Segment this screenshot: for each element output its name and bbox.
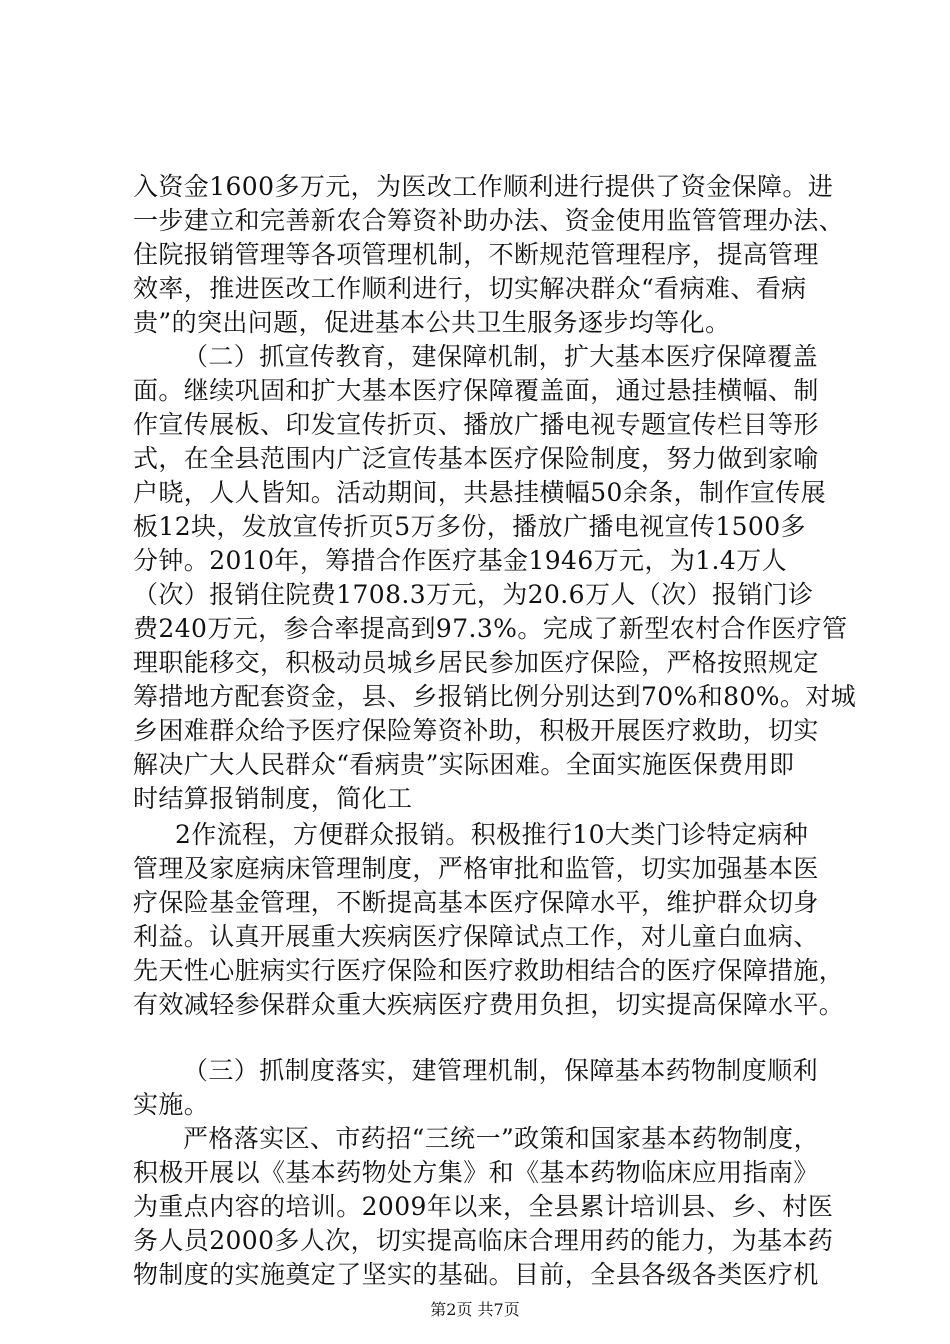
page-footer: 第2页 共7页 bbox=[430, 1300, 520, 1319]
text-line: 式，在全县范围内广泛宣传基本医疗保险制度，努力做到家喻 bbox=[133, 444, 819, 473]
text-line: 一步建立和完善新农合筹资补助办法、资金使用监管管理办法、 bbox=[133, 206, 845, 235]
section-heading-2: （二）抓宣传教育，建保障机制，扩大基本医疗保障覆盖 bbox=[183, 342, 819, 371]
text-line: 效率，推进医改工作顺利进行，切实解决群众“看病难、看病 bbox=[133, 274, 807, 303]
text-line: 贵”的突出问题，促进基本公共卫生服务逐步均等化。 bbox=[133, 308, 731, 337]
text-line: 有效减轻参保群众重大疾病医疗费用负担，切实提高保障水平。 bbox=[133, 990, 845, 1019]
text-line: 时结算报销制度，简化工 bbox=[133, 784, 413, 813]
text-line: 理职能移交，积极动员城乡居民参加医疗保险，严格按照规定 bbox=[133, 648, 819, 677]
text-line: 务人员2000多人次，切实提高临床合理用药的能力，为基本药 bbox=[133, 1226, 834, 1255]
text-line: 疗保险基金管理，不断提高基本医疗保障水平，维护群众切身 bbox=[133, 888, 819, 917]
text-line: 费240万元，参合率提高到97.3%。完成了新型农村合作医疗管 bbox=[133, 614, 848, 643]
text-line: 板12块，发放宣传折页5万多份，播放广播电视宣传1500多 bbox=[133, 512, 806, 541]
text-line: 积极开展以《基本药物处方集》和《基本药物临床应用指南》 bbox=[133, 1158, 819, 1187]
text-line: 解决广大人民群众“看病贵”实际困难。全面实施医保费用即 bbox=[133, 750, 795, 779]
text-line: 实施。 bbox=[133, 1090, 210, 1119]
text-line: 作宣传展板、印发宣传折页、播放广播电视专题宣传栏目等形 bbox=[133, 410, 819, 439]
text-line: 面。继续巩固和扩大基本医疗保障覆盖面，通过悬挂横幅、制 bbox=[133, 376, 819, 405]
text-line: 物制度的实施奠定了坚实的基础。目前，全县各级各类医疗机 bbox=[133, 1260, 819, 1289]
text-line: 分钟。2010年，筹措合作医疗基金1946万元，为1.4万人 bbox=[133, 546, 788, 575]
text-line: 先天性心脏病实行医疗保险和医疗救助相结合的医疗保障措施， bbox=[133, 956, 845, 985]
text-line: 利益。认真开展重大疾病医疗保障试点工作，对儿童白血病、 bbox=[133, 922, 819, 951]
text-line: 住院报销管理等各项管理机制，不断规范管理程序，提高管理 bbox=[133, 240, 819, 269]
text-line: 入资金1600多万元，为医改工作顺利进行提供了资金保障。进 bbox=[133, 172, 834, 201]
text-line: 管理及家庭病床管理制度，严格审批和监管，切实加强基本医 bbox=[133, 854, 819, 883]
text-line: （次）报销住院费1708.3万元，为20.6万人（次）报销门诊 bbox=[133, 580, 814, 609]
text-line: 户晓，人人皆知。活动期间，共悬挂横幅50余条，制作宣传展 bbox=[133, 478, 827, 507]
text-line: 乡困难群众给予医疗保险筹资补助，积极开展医疗救助，切实 bbox=[133, 716, 819, 745]
text-line: 为重点内容的培训。2009年以来，全县累计培训县、乡、村医 bbox=[133, 1192, 834, 1221]
text-line: 严格落实区、市药招“三统一”政策和国家基本药物制度， bbox=[183, 1124, 819, 1153]
section-heading-3: （三）抓制度落实，建管理机制，保障基本药物制度顺利 bbox=[183, 1056, 819, 1085]
text-line: 2作流程，方便群众报销。积极推行10大类门诊特定病种 bbox=[175, 820, 809, 849]
text-line: 筹措地方配套资金，县、乡报销比例分别达到70%和80%。对城 bbox=[133, 682, 857, 711]
